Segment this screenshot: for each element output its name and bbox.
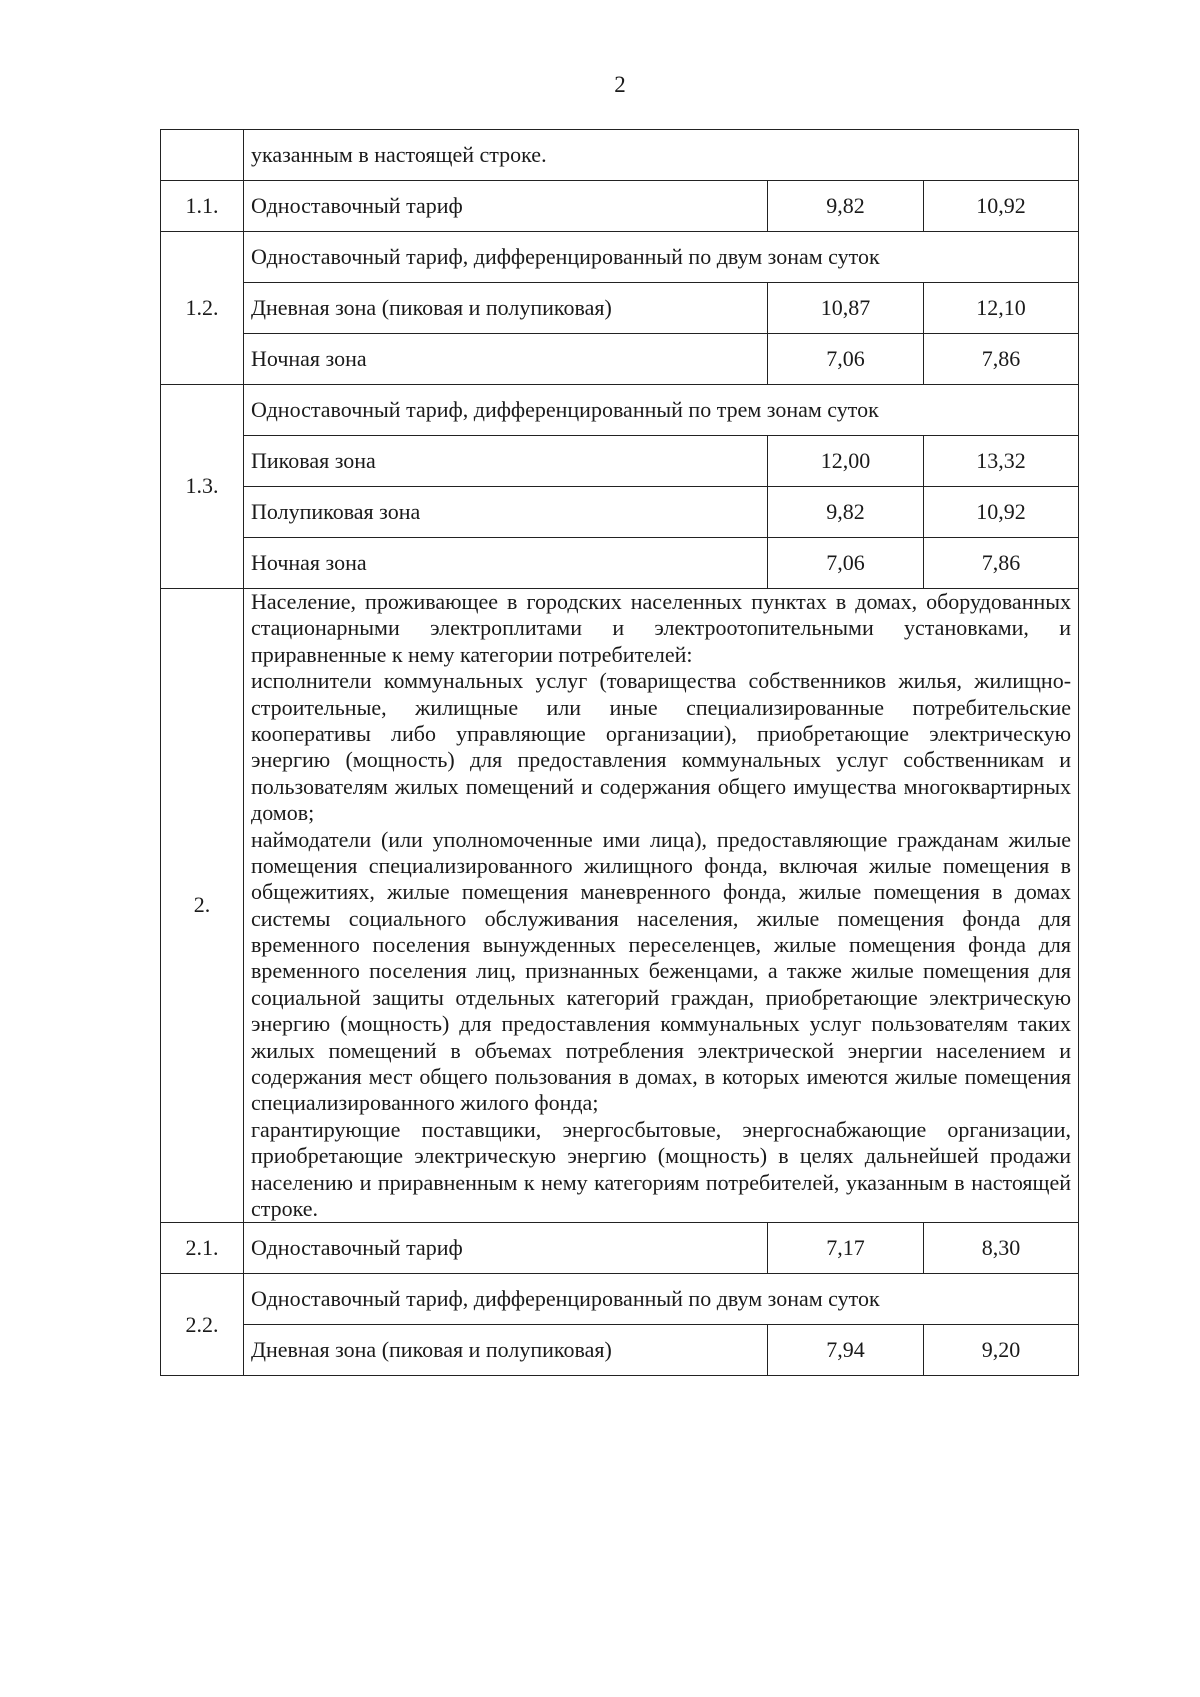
tariff-value-1: 10,87 xyxy=(768,283,924,334)
tariff-value-2: 12,10 xyxy=(924,283,1079,334)
table-row xyxy=(161,1223,1079,1274)
row-number: 2.2. xyxy=(161,1274,244,1376)
tariff-value-1: 12,00 xyxy=(768,436,924,487)
row-label: Дневная зона (пиковая и полупиковая) xyxy=(244,1325,768,1376)
row-label: Дневная зона (пиковая и полупиковая) xyxy=(244,283,768,334)
table-row xyxy=(161,487,1079,538)
description-paragraph: наймодатели (или уполномоченные ими лица), предоставляющие гражданам жилые помещения специализированного жилищного фонда, включая жилые помещения в общежитиях, жилые помещения маневренного фонда, жилые помещения в домах системы социального обслуживания населения, жилые помещения фонда для временного поселения вынужденных переселенцев, жилые помещения фонда для временного поселения лиц, признанных беженцами, а также жилые помещения для социальной защиты отдельных категорий граждан, приобретающие электрическую энергию (мощность) для предоставления коммунальных услуг пользователям таких жилых помещений в объемах потребления электрической энергии населением и содержания мест общего пользования в домах, в которых имеются жилые помещения специализированного жилого фонда; xyxy=(251,826,1072,1116)
table-row xyxy=(161,130,1079,181)
tariff-value-2: 10,92 xyxy=(924,487,1079,538)
row-number: 1.2. xyxy=(161,232,244,385)
row-heading: Одноставочный тариф, дифференцированный по двум зонам суток xyxy=(244,232,1079,283)
table-row xyxy=(161,232,1079,283)
table-row xyxy=(161,385,1079,436)
row-label: Ночная зона xyxy=(244,538,768,589)
category-description xyxy=(244,589,1079,1223)
row-label: Одноставочный тариф xyxy=(244,1223,768,1274)
description-paragraph: гарантирующие поставщики, энергосбытовые, энергоснабжающие организации, приобретающие электрическую энергию (мощность) в целях дальнейшей продажи населению и приравненным к нему категориям потребителей, указанным в настоящей строке. xyxy=(251,1116,1072,1221)
row-label: Одноставочный тариф xyxy=(244,181,768,232)
tariff-value-2: 7,86 xyxy=(924,334,1079,385)
table-row xyxy=(161,538,1079,589)
row-number: 2.1. xyxy=(161,1223,244,1274)
tariff-value-1: 7,17 xyxy=(768,1223,924,1274)
tariff-value-1: 9,82 xyxy=(768,487,924,538)
description-paragraph: Население, проживающее в городских населенных пунктах в домах, оборудованных стационарными электроплитами и электроотопительными установками, и приравненные к нему категории потребителей: xyxy=(251,589,1072,667)
tariff-value-2: 13,32 xyxy=(924,436,1079,487)
table-row xyxy=(161,589,1079,1223)
row-heading: Одноставочный тариф, дифференцированный по двум зонам суток xyxy=(244,1274,1079,1325)
table-row xyxy=(161,181,1079,232)
tariff-value-1: 9,82 xyxy=(768,181,924,232)
table-row xyxy=(161,1325,1079,1376)
tariff-value-1: 7,06 xyxy=(768,334,924,385)
tariff-value-2: 7,86 xyxy=(924,538,1079,589)
tariff-table xyxy=(160,129,1079,1376)
row-number: 2. xyxy=(161,589,244,1223)
table-row xyxy=(161,283,1079,334)
page-number: 2 xyxy=(614,72,626,97)
tariff-value-1: 7,06 xyxy=(768,538,924,589)
table-row xyxy=(161,334,1079,385)
tariff-value-2: 10,92 xyxy=(924,181,1079,232)
tariff-value-2: 8,30 xyxy=(924,1223,1079,1274)
row-description: указанным в настоящей строке. xyxy=(244,130,1079,181)
table-row xyxy=(161,1274,1079,1325)
row-number-cell xyxy=(161,130,244,181)
table-row xyxy=(161,436,1079,487)
tariff-value-1: 7,94 xyxy=(768,1325,924,1376)
row-label: Пиковая зона xyxy=(244,436,768,487)
description-paragraph: исполнители коммунальных услуг (товарищества собственников жилья, жилищно-строительные, жилищные или иные специализированные потребительские кооперативы либо управляющие организации), приобретающие электрическую энергию (мощность) для предоставления коммунальных услуг собственникам и пользователям жилых помещений и содержания общего имущества многоквартирных домов; xyxy=(251,668,1072,826)
row-number: 1.1. xyxy=(161,181,244,232)
row-label: Ночная зона xyxy=(244,334,768,385)
row-heading: Одноставочный тариф, дифференцированный по трем зонам суток xyxy=(244,385,1079,436)
row-number: 1.3. xyxy=(161,385,244,589)
row-label: Полупиковая зона xyxy=(244,487,768,538)
tariff-value-2: 9,20 xyxy=(924,1325,1079,1376)
